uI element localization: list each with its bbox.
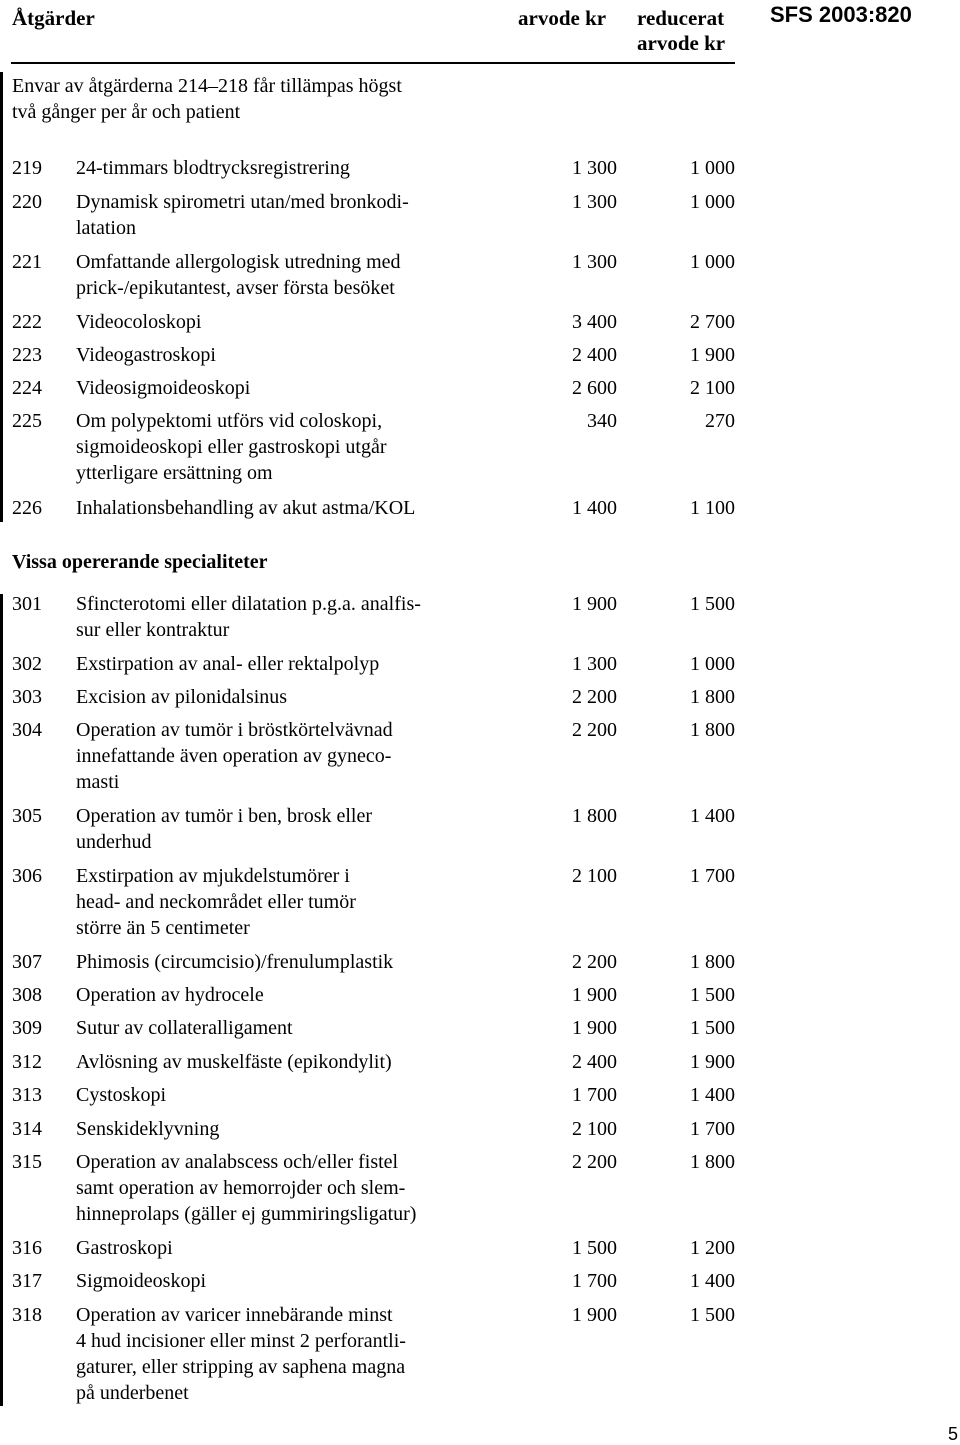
description-line: Dynamisk spirometri utan/med bronkodi-	[76, 191, 409, 213]
description-line: underhud	[76, 831, 152, 853]
fee-value: 340	[587, 410, 617, 432]
fee-value: 1 900	[572, 984, 617, 1006]
action-description	[76, 982, 486, 1008]
description-line: på underbenet	[76, 1382, 189, 1404]
action-code: 305	[12, 805, 42, 827]
reduced-fee-value: 1 700	[690, 1118, 735, 1140]
fee-value: 1 700	[572, 1084, 617, 1106]
action-description	[76, 1302, 486, 1406]
reduced-fee-value: 1 800	[690, 1151, 735, 1173]
action-description	[76, 717, 486, 795]
description-line: masti	[76, 771, 120, 793]
description-line: sigmoideoskopi eller gastroskopi utgår	[76, 436, 387, 458]
action-code: 316	[12, 1237, 42, 1259]
reduced-fee-value: 1 400	[690, 805, 735, 827]
reduced-fee-value: 1 000	[690, 157, 735, 179]
description-line: latation	[76, 217, 136, 239]
description-line: gaturer, eller stripping av saphena magna	[76, 1356, 406, 1378]
action-description	[76, 309, 486, 335]
fee-value: 2 200	[572, 686, 617, 708]
column-header-fee: arvode kr	[518, 6, 607, 30]
reduced-fee-value: 1 100	[690, 497, 735, 519]
reduced-fee-value: 1 800	[690, 686, 735, 708]
fee-value: 2 400	[572, 344, 617, 366]
description-line: Inhalationsbehandling av akut astma/KOL	[76, 497, 416, 519]
reduced-fee-value: 1 200	[690, 1237, 735, 1259]
reduced-fee-value: 1 500	[690, 593, 735, 615]
action-code: 318	[12, 1304, 42, 1326]
fee-value: 1 500	[572, 1237, 617, 1259]
column-header-actions: Åtgärder	[12, 6, 95, 30]
action-description	[76, 803, 486, 855]
header-rule	[11, 62, 735, 64]
reduced-fee-value: 1 400	[690, 1270, 735, 1292]
intro-note	[12, 73, 512, 125]
action-code: 225	[12, 410, 42, 432]
section-title: Vissa opererande specialiteter	[12, 551, 268, 573]
action-code: 221	[12, 251, 42, 273]
action-description	[76, 189, 486, 241]
action-code: 306	[12, 865, 42, 887]
action-description	[76, 495, 486, 521]
reduced-fee-value: 2 700	[690, 311, 735, 333]
action-code: 314	[12, 1118, 42, 1140]
description-line: prick-/epikutantest, avser första besöket	[76, 277, 395, 299]
intro-line: två gånger per år och patient	[12, 101, 241, 123]
reduced-fee-value: 1 900	[690, 1051, 735, 1073]
action-description	[76, 408, 486, 486]
reduced-fee-value: 1 000	[690, 191, 735, 213]
description-line: Phimosis (circumcisio)/frenulumplastik	[76, 951, 394, 973]
fee-value: 2 200	[572, 719, 617, 741]
action-code: 304	[12, 719, 42, 741]
reduced-fee-value: 1 700	[690, 865, 735, 887]
description-line: 24-timmars blodtrycksregistrering	[76, 157, 350, 179]
description-line: Omfattande allergologisk utredning med	[76, 251, 401, 273]
action-code: 302	[12, 653, 42, 675]
description-line: samt operation av hemorrojder och slem-	[76, 1177, 406, 1199]
description-line: Om polypektomi utförs vid coloskopi,	[76, 410, 383, 432]
action-code: 301	[12, 593, 42, 615]
description-line: Cystoskopi	[76, 1084, 167, 1106]
action-code: 226	[12, 497, 42, 519]
fee-value: 1 300	[572, 653, 617, 675]
action-description	[76, 591, 486, 643]
action-description	[76, 684, 486, 710]
action-code: 222	[12, 311, 42, 333]
fee-value: 1 300	[572, 157, 617, 179]
description-line: innefattande även operation av gyneco-	[76, 745, 392, 767]
action-description	[76, 1268, 486, 1294]
description-line: Operation av hydrocele	[76, 984, 264, 1006]
fee-value: 1 900	[572, 1017, 617, 1039]
action-code: 220	[12, 191, 42, 213]
description-line: head- and neckområdet eller tumör	[76, 891, 356, 913]
description-line: Videogastroskopi	[76, 344, 216, 366]
reduced-fee-value: 1 800	[690, 719, 735, 741]
description-line: Operation av analabscess och/eller fistel	[76, 1151, 399, 1173]
action-description	[76, 155, 486, 181]
action-description	[76, 1235, 486, 1261]
fee-value: 1 400	[572, 497, 617, 519]
action-description	[76, 375, 486, 401]
action-code: 224	[12, 377, 42, 399]
action-code: 309	[12, 1017, 42, 1039]
description-line: sur eller kontraktur	[76, 619, 230, 641]
action-code: 317	[12, 1270, 42, 1292]
description-line: Operation av tumör i bröstkörtelvävnad	[76, 719, 393, 741]
reduced-fee-value: 1 900	[690, 344, 735, 366]
fee-value: 1 800	[572, 805, 617, 827]
description-line: Operation av tumör i ben, brosk eller	[76, 805, 373, 827]
reduced-fee-value: 2 100	[690, 377, 735, 399]
description-line: Excision av pilonidalsinus	[76, 686, 288, 708]
action-code: 303	[12, 686, 42, 708]
fee-value: 2 600	[572, 377, 617, 399]
action-description	[76, 949, 486, 975]
action-code: 312	[12, 1051, 42, 1073]
reduced-fee-value: 1 000	[690, 653, 735, 675]
fee-value: 1 700	[572, 1270, 617, 1292]
reduced-fee-value: 1 800	[690, 951, 735, 973]
description-line: större än 5 centimeter	[76, 917, 250, 939]
reduced-fee-value: 1 000	[690, 251, 735, 273]
action-code: 223	[12, 344, 42, 366]
description-line: Gastroskopi	[76, 1237, 173, 1259]
action-description	[76, 1116, 486, 1142]
reduced-fee-value: 1 500	[690, 1017, 735, 1039]
margin-change-bar	[0, 72, 3, 522]
action-code: 219	[12, 157, 42, 179]
reduced-fee-value: 1 500	[690, 984, 735, 1006]
fee-value: 2 100	[572, 1118, 617, 1140]
action-description	[76, 651, 486, 677]
description-line: hinneprolaps (gäller ej gummiringsligatur)	[76, 1203, 417, 1225]
action-code: 313	[12, 1084, 42, 1106]
reduced-fee-value: 1 500	[690, 1304, 735, 1326]
action-description	[76, 1082, 486, 1108]
description-line: Videosigmoideoskopi	[76, 377, 251, 399]
description-line: Sfincterotomi eller dilatation p.g.a. analfis-	[76, 593, 421, 615]
action-description	[76, 1149, 486, 1227]
description-line: Senskideklyvning	[76, 1118, 220, 1140]
description-line: Videocoloskopi	[76, 311, 202, 333]
action-description	[76, 1049, 486, 1075]
column-header-reduced-line1: reducerat	[637, 6, 725, 30]
description-line: Sigmoideoskopi	[76, 1270, 207, 1292]
fee-value: 3 400	[572, 311, 617, 333]
fee-value: 2 100	[572, 865, 617, 887]
fee-value: 1 900	[572, 1304, 617, 1326]
column-header-reduced-line2: arvode kr	[637, 31, 726, 55]
fee-value: 2 200	[572, 951, 617, 973]
action-code: 307	[12, 951, 42, 973]
description-line: Avlösning av muskelfäste (epikondylit)	[76, 1051, 392, 1073]
reduced-fee-value: 270	[705, 410, 735, 432]
margin-change-bar	[0, 594, 3, 1406]
description-line: 4 hud incisioner eller minst 2 perforantli-	[76, 1330, 406, 1352]
intro-line: Envar av åtgärderna 214–218 får tillämpas högst	[12, 75, 402, 97]
description-line: Exstirpation av mjukdelstumörer i	[76, 865, 350, 887]
action-description	[76, 342, 486, 368]
description-line: Operation av varicer innebärande minst	[76, 1304, 393, 1326]
fee-value: 2 400	[572, 1051, 617, 1073]
fee-value: 1 300	[572, 251, 617, 273]
action-code: 308	[12, 984, 42, 1006]
page-number: 5	[948, 1424, 959, 1444]
action-description	[76, 1015, 486, 1041]
description-line: Exstirpation av anal- eller rektalpolyp	[76, 653, 380, 675]
action-code: 315	[12, 1151, 42, 1173]
reduced-fee-value: 1 400	[690, 1084, 735, 1106]
fee-value: 2 200	[572, 1151, 617, 1173]
action-description	[76, 863, 486, 941]
description-line: ytterligare ersättning om	[76, 462, 273, 484]
fee-value: 1 300	[572, 191, 617, 213]
description-line: Sutur av collateralligament	[76, 1017, 293, 1039]
action-description	[76, 249, 486, 301]
sfs-reference: SFS 2003:820	[770, 2, 912, 27]
fee-value: 1 900	[572, 593, 617, 615]
